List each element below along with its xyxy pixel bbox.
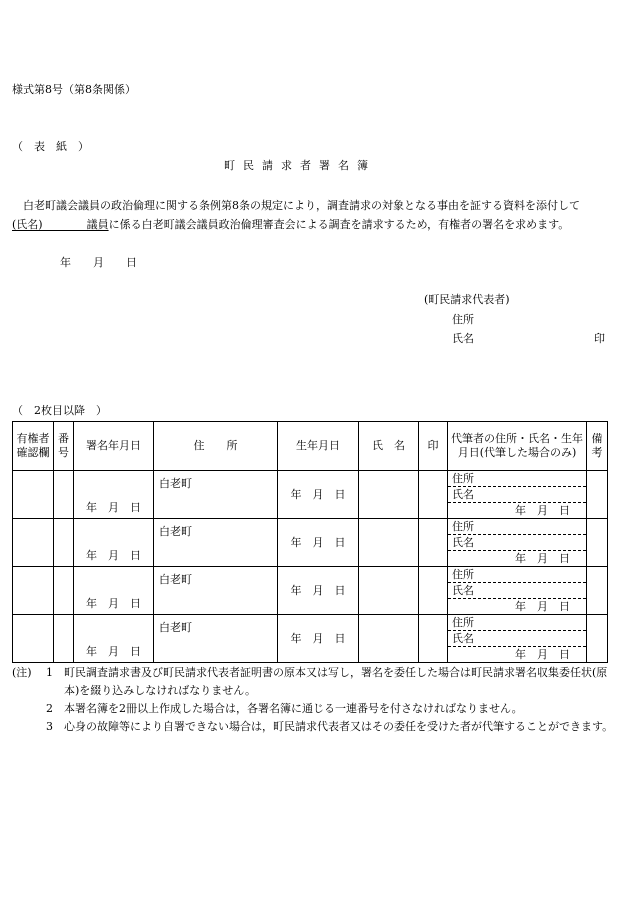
remarks-cell[interactable] <box>587 519 608 567</box>
town-prefix: 白老町 <box>159 477 192 490</box>
agent-name: 氏名 <box>448 535 586 551</box>
intro-paragraph <box>12 196 622 234</box>
sign-date-text: 年 月 日 <box>86 501 141 514</box>
table-row <box>13 471 608 519</box>
agent-cell[interactable] <box>448 471 587 519</box>
number-cell[interactable] <box>54 471 74 519</box>
town-prefix: 白老町 <box>159 573 192 586</box>
agent-name: 氏名 <box>448 583 586 599</box>
seal-cell[interactable] <box>419 471 448 519</box>
note-text: 本署名簿を2冊以上作成した場合は，各署名簿に通じる一連番号を付さなければなりません。 <box>64 702 523 715</box>
note-item <box>12 700 622 718</box>
note-text: 心身の故障等により自署できない場合は，町民請求代表者又はその委任を受けた者が代筆することができます。 <box>64 720 614 733</box>
birth-date-text: 年 月 日 <box>290 488 346 501</box>
seal-cell[interactable] <box>419 519 448 567</box>
name-cell[interactable] <box>359 615 419 663</box>
agent-cell[interactable] <box>448 615 587 663</box>
header-sign-date: 署名年月日 <box>74 422 154 471</box>
sign-date-cell[interactable] <box>74 471 154 519</box>
agent-address: 住所 <box>448 519 586 535</box>
sign-date-cell[interactable] <box>74 567 154 615</box>
address-cell[interactable] <box>154 471 278 519</box>
cover-label: （ 表 紙 ） <box>12 140 89 153</box>
number-cell[interactable] <box>54 519 74 567</box>
name-cell[interactable] <box>359 567 419 615</box>
agent-address: 住所 <box>448 471 586 487</box>
remarks-cell[interactable] <box>587 567 608 615</box>
date-line: 年 月 日 <box>60 256 137 269</box>
table-row <box>13 519 608 567</box>
birth-date-text: 年 月 日 <box>290 632 346 645</box>
number-cell[interactable] <box>54 567 74 615</box>
voter-check-cell[interactable] <box>13 471 54 519</box>
name-cell[interactable] <box>359 471 419 519</box>
sign-date-text: 年 月 日 <box>86 549 141 562</box>
agent-cell[interactable] <box>448 567 587 615</box>
address-cell[interactable] <box>154 567 278 615</box>
birth-date-text: 年 月 日 <box>290 584 346 597</box>
birth-date-cell[interactable] <box>278 615 359 663</box>
birth-date-cell[interactable] <box>278 519 359 567</box>
notes-section <box>12 664 622 736</box>
representative-name-label: 氏名 <box>452 332 474 345</box>
address-cell[interactable] <box>154 519 278 567</box>
header-number: 番号 <box>54 422 74 471</box>
table-row <box>13 567 608 615</box>
note-number: 3 <box>46 720 53 733</box>
notes-lead: (注) <box>12 666 32 679</box>
town-prefix: 白老町 <box>159 525 192 538</box>
birth-date-text: 年 月 日 <box>290 536 346 549</box>
note-item <box>12 664 622 700</box>
note-item <box>12 718 622 736</box>
header-seal: 印 <box>419 422 448 471</box>
birth-date-cell[interactable] <box>278 567 359 615</box>
note-number: 2 <box>46 702 53 715</box>
agent-birth-date: 年 月 日 <box>515 552 570 565</box>
agent-name: 氏名 <box>448 487 586 503</box>
header-voter-check: 有権者確認欄 <box>13 422 54 471</box>
agent-birth-date: 年 月 日 <box>515 600 570 613</box>
agent-name: 氏名 <box>448 631 586 647</box>
town-prefix: 白老町 <box>159 621 192 634</box>
form-number: 様式第8号（第8条関係） <box>12 83 136 96</box>
sign-date-cell[interactable] <box>74 615 154 663</box>
header-name: 氏 名 <box>359 422 419 471</box>
intro-text-2: に係る白老町議会議員政治倫理審査会による調査を請求するため，有権者の署名を求めます。 <box>108 218 570 231</box>
agent-address: 住所 <box>448 615 586 631</box>
page-title: 町民請求者署名簿 <box>224 159 376 172</box>
agent-cell[interactable] <box>448 519 587 567</box>
note-number: 1 <box>46 666 53 679</box>
header-agent: 代筆者の住所・氏名・生年月日(代筆した場合のみ) <box>448 422 587 471</box>
voter-check-cell[interactable] <box>13 567 54 615</box>
representative-address-label: 住所 <box>452 313 474 326</box>
sign-date-cell[interactable] <box>74 519 154 567</box>
voter-check-cell[interactable] <box>13 519 54 567</box>
agent-address: 住所 <box>448 567 586 583</box>
seal-cell[interactable] <box>419 567 448 615</box>
header-address: 住 所 <box>154 422 278 471</box>
name-cell[interactable] <box>359 519 419 567</box>
sign-date-text: 年 月 日 <box>86 645 141 658</box>
seal-cell[interactable] <box>419 615 448 663</box>
voter-check-cell[interactable] <box>13 615 54 663</box>
birth-date-cell[interactable] <box>278 471 359 519</box>
address-cell[interactable] <box>154 615 278 663</box>
header-birth-date: 生年月日 <box>278 422 359 471</box>
table-row <box>13 615 608 663</box>
signature-table <box>12 421 608 663</box>
remarks-cell[interactable] <box>587 615 608 663</box>
intro-text-1: 白老町議会議員の政治倫理に関する条例第8条の規定により，調査請求の対象となる事由を証する資料を添付して <box>12 199 580 212</box>
remarks-cell[interactable] <box>587 471 608 519</box>
table-header-row <box>13 422 608 471</box>
target-member-name-field[interactable]: (氏名) 議員 <box>12 218 109 231</box>
header-remarks: 備考 <box>587 422 608 471</box>
second-page-label: （ 2枚目以降 ） <box>12 404 107 417</box>
sign-date-text: 年 月 日 <box>86 597 141 610</box>
representative-seal: 印 <box>594 332 605 345</box>
note-text: 町民調査請求書及び町民請求代表者証明書の原本又は写し，署名を委任した場合は町民請求署名収集委任状(原本)を綴り込みしなければなりません。 <box>64 666 608 697</box>
agent-birth-date: 年 月 日 <box>515 648 570 661</box>
representative-heading: (町民請求代表者) <box>424 293 510 306</box>
number-cell[interactable] <box>54 615 74 663</box>
agent-birth-date: 年 月 日 <box>515 504 570 517</box>
